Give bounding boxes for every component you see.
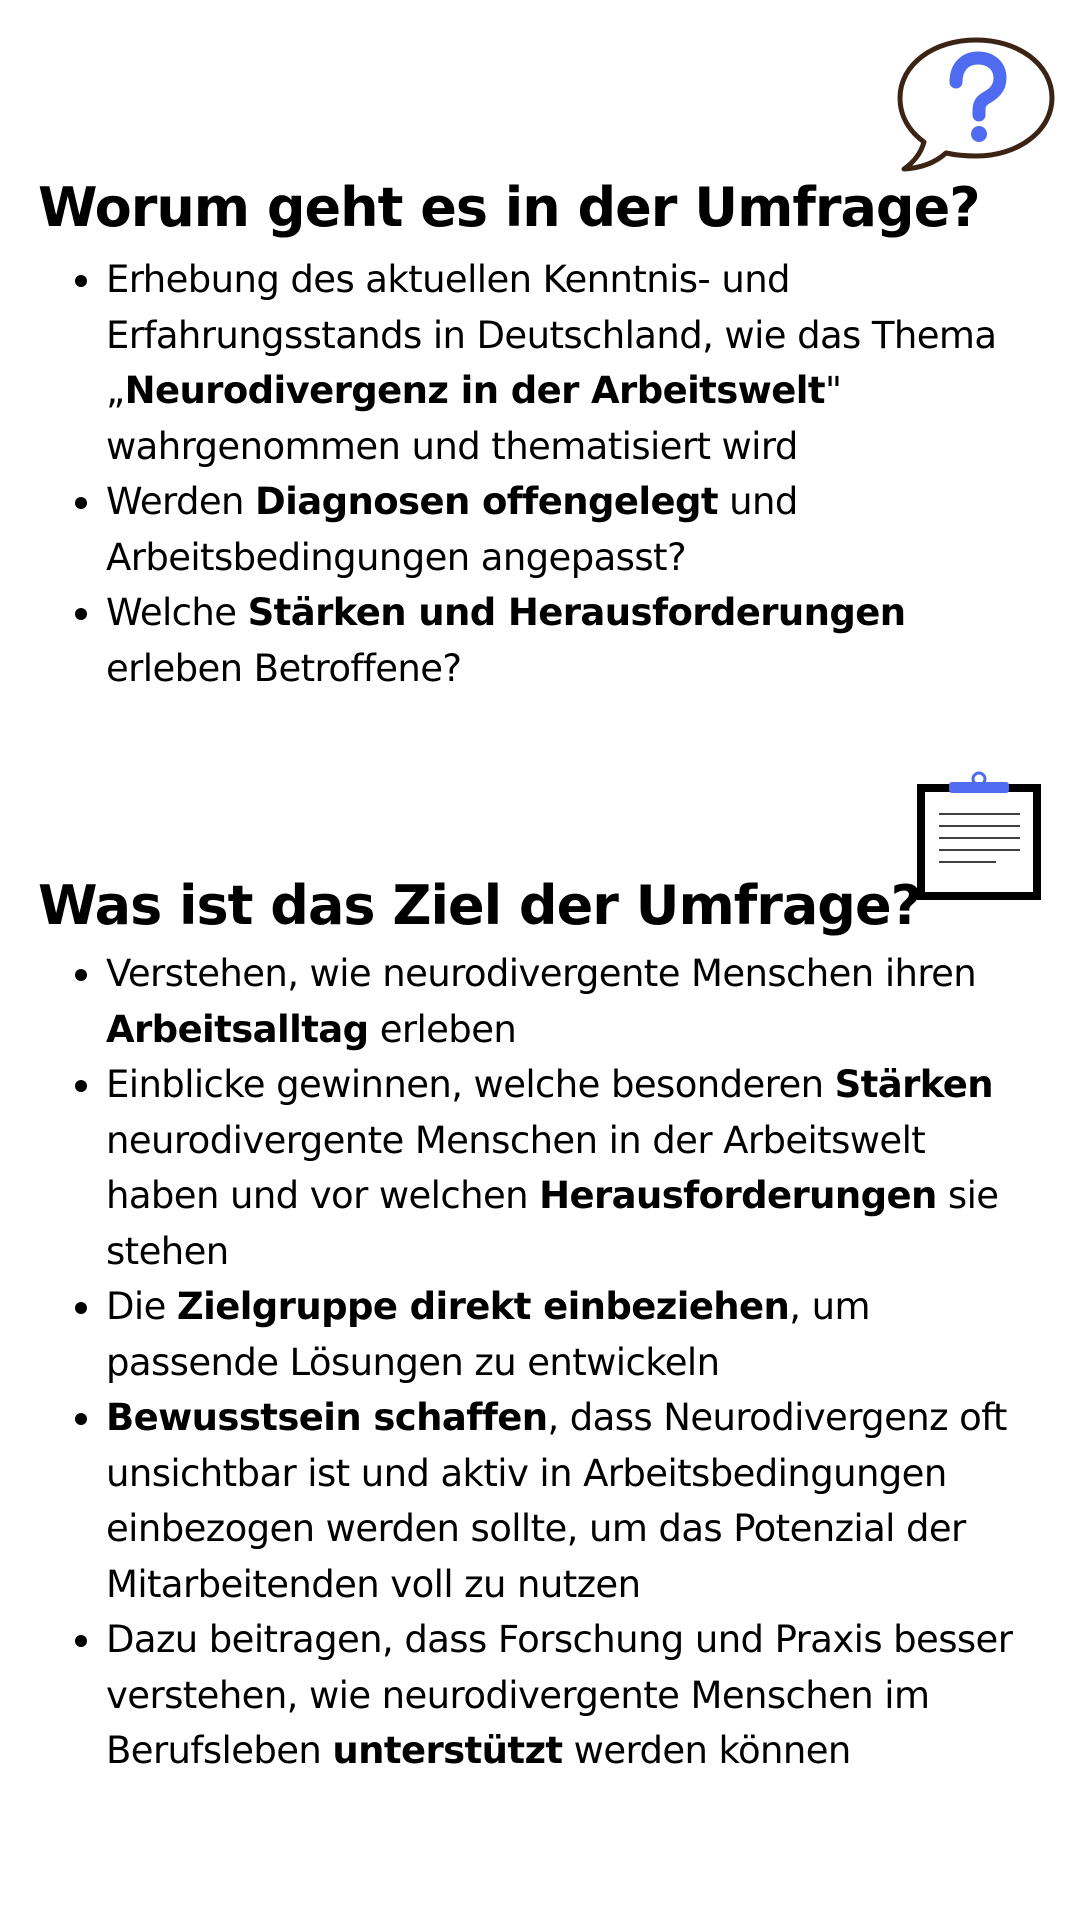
clipboard-icon xyxy=(916,770,1042,900)
section-heading: Was ist das Ziel der Umfrage? xyxy=(38,874,921,937)
bullet-list xyxy=(106,946,1046,1779)
list-item: Welche Stärken und Herausforderungen erleben Betroffene? xyxy=(106,585,1046,696)
list-item: Bewusstsein schaffen, dass Neurodivergenz oft unsichtbar ist und aktiv in Arbeitsbedingungen einbezogen werden sollte, um das Potenzial der Mitarbeitenden voll zu nutzen xyxy=(106,1390,1046,1612)
list-item: Einblicke gewinnen, welche besonderen Stärken neurodivergente Menschen in der Arbeitswelt haben und vor welchen Herausforderungen sie stehen xyxy=(106,1057,1046,1279)
speech-bubble-question-icon xyxy=(894,36,1058,176)
list-item: Verstehen, wie neurodivergente Menschen ihren Arbeitsalltag erleben xyxy=(106,946,1046,1057)
list-item: Erhebung des aktuellen Kenntnis- und Erfahrungsstands in Deutschland, wie das Thema „Neurodivergenz in der Arbeitswelt" wahrgenommen und thematisiert wird xyxy=(106,252,1046,474)
list-item: Die Zielgruppe direkt einbeziehen, um passende Lösungen zu entwickeln xyxy=(106,1279,1046,1390)
section-heading: Worum geht es in der Umfrage? xyxy=(38,176,980,239)
list-item: Dazu beitragen, dass Forschung und Praxis besser verstehen, wie neurodivergente Menschen im Berufsleben unterstützt werden können xyxy=(106,1612,1046,1779)
bullet-list xyxy=(106,252,1046,696)
list-item: Werden Diagnosen offengelegt und Arbeitsbedingungen angepasst? xyxy=(106,474,1046,585)
